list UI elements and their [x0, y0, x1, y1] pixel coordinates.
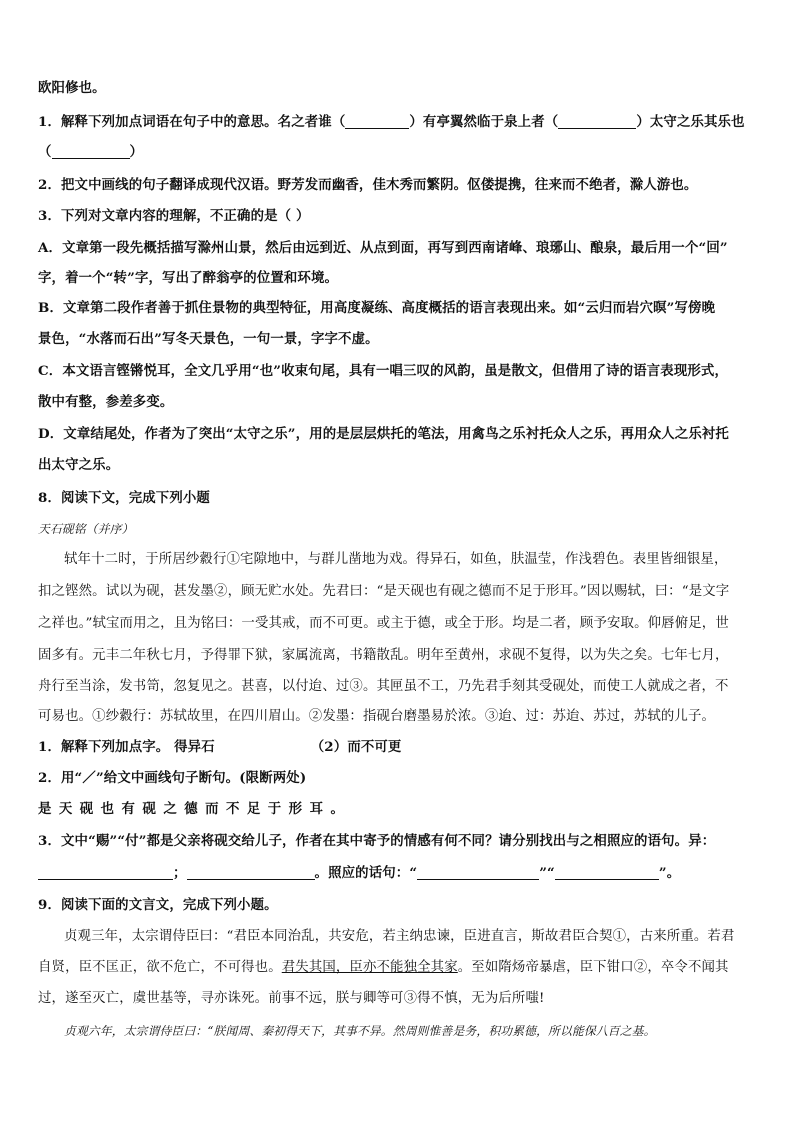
option-b-line: B．文章第二段作者善于抓住景物的典型特征，用高度凝练、高度概括的语言表现出来。如“云归而岩穴暝”写傍晚: [38, 300, 716, 316]
option-a-line: A．文章第一段先概括描写滁州山景，然后由远到近、从点到面，再写到西南诸峰、琅琊山、酿泉，最后用一个“回”: [38, 240, 728, 256]
answer-blank[interactable]: [345, 114, 409, 129]
question-3-line: 3．下列对文章内容的理解，不正确的是（ ）: [38, 208, 310, 224]
question-1-line: 1．解释下列加点词语在句子中的意思。名之者谁（ ）有亭翼然临于泉上者（ ）太守之乐其乐也: [38, 114, 745, 130]
answer-blank[interactable]: [187, 865, 315, 880]
passage-title: 天石砚铭（并序）: [38, 522, 134, 536]
passage-2-line: 贞观三年，太宗谓侍臣曰：“君臣本同治乱，共安危，若主纳忠谏，臣进直言，斯故君臣合契①，古来所重。若君: [64, 929, 735, 944]
answer-line: ； 。照应的话句：“ ”“ ”。: [38, 863, 758, 883]
underlined-sentence: 君失其国，臣亦不能独全其家: [281, 960, 458, 975]
question-2-line: 2．把文中画线的句子翻译成现代汉语。野芳发而幽香，佳木秀而繁阴。伛偻提携，往来而不绝者，滁人游也。: [38, 177, 698, 193]
sub-question-3: 3．文中“赐”“付”都是父亲将砚交给儿子，作者在其中寄予的情感有何不同？请分别找出与之相照应的语句。异：: [38, 833, 716, 849]
passage-footnotes: 可易也。①纱縠行：苏轼故里，在四川眉山。②发墨：指砚台磨墨易於浓。③迨、过：苏迨、苏过，苏轼的儿子。: [38, 709, 716, 724]
passage-3-line: 贞观六年，太宗谓侍臣曰：“朕闻周、秦初得天下，其事不异。然周则惟善是务，积功累德，所以能保八百之基。: [64, 1024, 656, 1038]
passage-line: 舟行至当涂，发书笥，忽复见之。甚喜，以付迨、过③。其匣虽不工，乃先君手刻其受砚处，而使工人就成之者，不: [38, 679, 729, 694]
question-8-heading: 8．阅读下文，完成下列小题: [38, 490, 210, 506]
answer-blank[interactable]: [555, 865, 659, 880]
question-9-heading: 9．阅读下面的文言文，完成下列小题。: [38, 897, 278, 913]
passage-line: 之祥也。”轼宝而用之，且为铭曰：一受其戒，而不可更。或主于德，或全于形。均是二者，顾予安取。仰唇俯足，世: [38, 616, 729, 631]
passage-line: 扣之铿然。试以为砚，甚发墨②，顾无贮水处。先君曰：“是天砚也有砚之德而不足于形耳。”因以赐轼，曰：“是文字: [38, 584, 730, 599]
answer-blank[interactable]: [417, 865, 539, 880]
option-b-line-2: 景色，“水落而石出”写冬天景色，一句一景，字字不虚。: [38, 331, 379, 347]
answer-blank[interactable]: [52, 144, 130, 159]
question-1-line-2: （ ）: [38, 144, 144, 160]
sentence-to-punctuate: 是天砚也有砚之德而不足于形耳。: [38, 801, 352, 817]
passage-2-line: 自贤，臣不匡正，欲不危亡，不可得也。君失其国，臣亦不能独全其家。至如隋炀帝暴虐，臣下钳口②，卒令不闻其: [38, 960, 729, 975]
passage-line: 固多有。元丰二年秋七月，予得罪下狱，家属流离，书籍散乱。明年至黄州，求砚不复得，以为失之矣。七年七月，: [38, 648, 729, 663]
answer-blank[interactable]: [558, 114, 636, 129]
passage-2-line: 过，遂至灭亡，虞世基等，寻亦诛死。前事不远，朕与卿等可③得不慎，无为后所嗤!: [38, 991, 545, 1006]
text-line: 欧阳修也。: [38, 80, 106, 96]
option-d-line-2: 出太守之乐。: [38, 457, 120, 473]
option-a-line-2: 字，着一个“转”字，写出了醉翁亭的位置和环境。: [38, 270, 339, 286]
answer-blank[interactable]: [38, 865, 173, 880]
sub-question-2: 2．用“／”给文中画线句子断句。(限断两处): [38, 770, 307, 786]
passage-line: 轼年十二时，于所居纱縠行①宅隙地中，与群儿凿地为戏。得异石，如鱼，肤温莹，作浅碧色。表里皆细银星，: [64, 552, 728, 567]
option-c-line: C．本文语言铿锵悦耳，全文几乎用“也”收束句尾，具有一唱三叹的风韵，虽是散文，但借用了诗的语言表现形式，: [38, 363, 728, 379]
option-d-line: D．文章结尾处，作者为了突出“太守之乐”，用的是层层烘托的笔法，用禽鸟之乐衬托众人之乐，再用众人之乐衬托: [38, 426, 729, 442]
option-c-line-2: 散中有整，参差多变。: [38, 394, 174, 410]
sub-question-1: 1．解释下列加点字。 得异石 （2）而不可更: [38, 739, 402, 755]
